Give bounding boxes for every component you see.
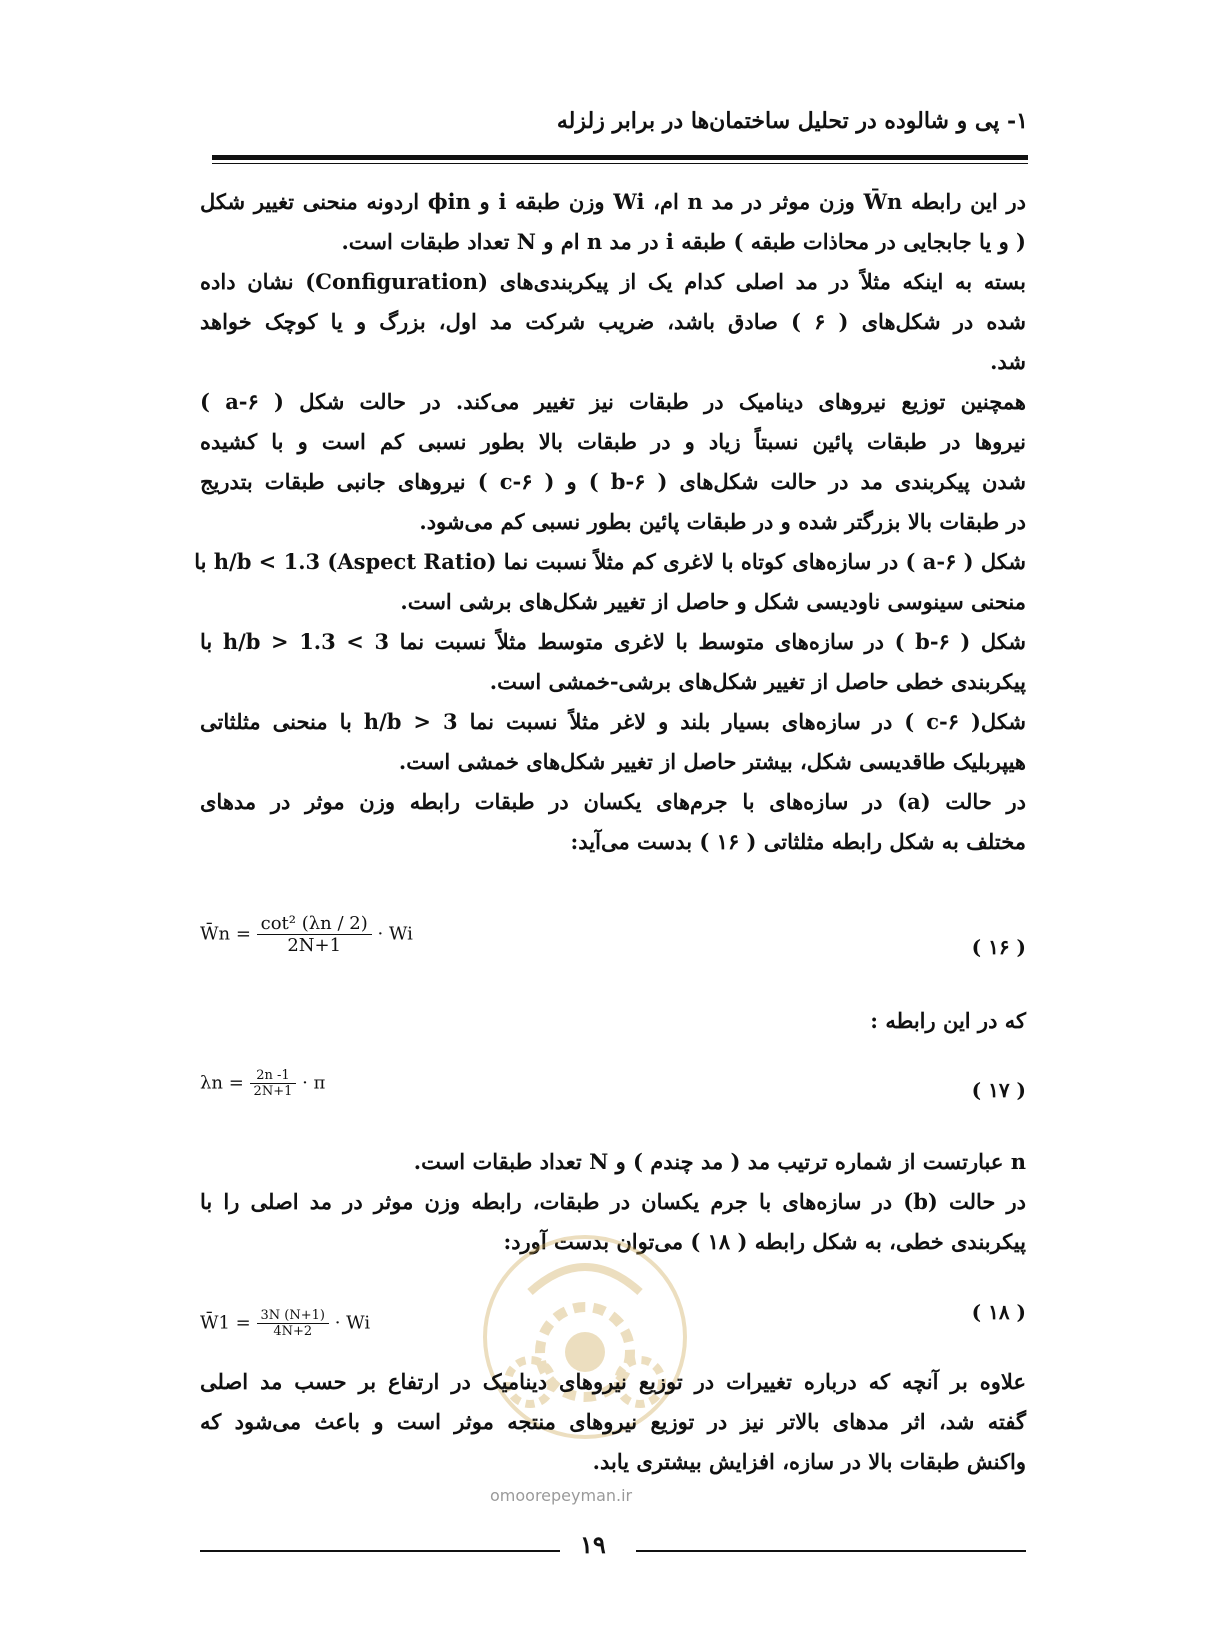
body-line: بسته به اینکه مثلاً در مد اصلی کدام یک از پیکربندی‌های (Configuration) نشان داده bbox=[200, 269, 1026, 294]
header-rule-thin bbox=[212, 163, 1028, 164]
body-line: n عبارتست از شماره ترتیب مد ( مد چندم ) و N تعداد طبقات است. bbox=[413, 1149, 1026, 1174]
footer-rule bbox=[636, 1550, 1026, 1552]
body-line: که در این رابطه : bbox=[870, 1008, 1026, 1033]
equation-18-formula bbox=[200, 1308, 370, 1339]
fraction bbox=[257, 913, 372, 956]
fraction bbox=[257, 1308, 329, 1339]
equation-rhs: · π bbox=[302, 1072, 326, 1094]
equation-17 bbox=[200, 1068, 1026, 1118]
equation-16 bbox=[200, 905, 1026, 985]
equation-lhs: W̄1 = bbox=[200, 1312, 251, 1334]
body-line: مختلف به شکل رابطه مثلثاتی ( ۱۶ ) بدست می‌آید: bbox=[570, 829, 1026, 854]
body-line: شکل ( ۶-b ) در سازه‌های متوسط با لاغری متوسط مثلاً نسبت نما 3 > h/b > 1.3 با bbox=[200, 629, 1026, 654]
watermark-text: omoorepeyman.ir bbox=[490, 1486, 633, 1505]
equation-rhs: · Wi bbox=[334, 1312, 371, 1334]
body-line: شکل ( ۶-a ) در سازه‌های کوتاه با لاغری کم مثلاً نسبت نما (Aspect Ratio) h/b < 1.3 با bbox=[194, 549, 1026, 574]
equation-lhs: λn = bbox=[200, 1072, 244, 1094]
body-line: در حالت (b) در سازه‌های با جرم یکسان در طبقات، رابطه وزن موثر در مد اصلی را با bbox=[200, 1189, 1026, 1214]
body-line: همچنین توزیع نیروهای دینامیک در طبقات نیز تغییر می‌کند. در حالت شکل ( ۶-a ) bbox=[200, 389, 1026, 414]
footer-rule bbox=[200, 1550, 560, 1552]
body-line: شد. bbox=[990, 349, 1026, 374]
fraction-denominator: 4N+2 bbox=[273, 1324, 313, 1339]
body-text-3 bbox=[200, 1362, 1026, 1482]
fraction-denominator: 2N+1 bbox=[253, 1084, 293, 1099]
running-header: ۱- پی و شالوده در تحلیل ساختمان‌ها در برابر زلزله bbox=[556, 108, 1028, 134]
body-line: علاوه بر آنچه که درباره تغییرات در توزیع نیروهای دینامیک در ارتفاع بر حسب مد اصلی bbox=[200, 1369, 1026, 1394]
body-text bbox=[194, 182, 1027, 862]
body-line: گفته شد، اثر مدهای بالاتر نیز در توزیع نیروهای منتجه موثر است و باعث می‌شود که bbox=[200, 1409, 1026, 1434]
body-line: در این رابطه W̄n وزن موثر در مد n ام، Wi وزن طبقه i و ϕin اردونه منحنی تغییر شکل bbox=[200, 189, 1026, 214]
equation-rhs: · Wi bbox=[377, 923, 413, 945]
fraction bbox=[250, 1068, 297, 1099]
fraction-numerator: 3N (N+1) bbox=[257, 1308, 329, 1324]
body-line: در طبقات بالا بزرگتر شده و در طبقات پائین بطور نسبی کم می‌شود. bbox=[419, 509, 1026, 534]
equation-16-formula bbox=[200, 913, 413, 956]
equation-number: ( ۱۸ ) bbox=[971, 1300, 1026, 1324]
body-line: پیکربندی خطی حاصل از تغییر شکل‌های برشی-خمشی است. bbox=[489, 669, 1026, 694]
body-line: ( و یا جابجایی در محاذات طبقه ) طبقه i در مد n ام و N تعداد طبقات است. bbox=[341, 229, 1026, 254]
body-line: شده در شکل‌های ( ۶ ) صادق باشد، ضریب شرکت مد اول، بزرگ و یا کوچک خواهد bbox=[200, 309, 1026, 334]
equation-number: ( ۱۷ ) bbox=[971, 1078, 1026, 1102]
page-number: ۱۹ bbox=[580, 1530, 606, 1559]
body-line: شکل( ۶-c ) در سازه‌های بسیار بلند و لاغر مثلاً نسبت نما 3 < h/b با منحنی مثلثاتی bbox=[200, 709, 1027, 734]
body-line: واکنش طبقات بالا در سازه، افزایش بیشتری یابد. bbox=[592, 1449, 1026, 1474]
equation-lhs: W̄n = bbox=[200, 923, 251, 945]
body-line: پیکربندی خطی، به شکل رابطه ( ۱۸ ) می‌توان بدست آورد: bbox=[503, 1229, 1026, 1254]
equation-17-formula bbox=[200, 1068, 325, 1099]
header-rule bbox=[212, 155, 1028, 160]
equation-number: ( ۱۶ ) bbox=[971, 935, 1026, 959]
body-line: شدن پیکربندی مد در حالت شکل‌های ( ۶-b ) و ( ۶-c ) نیروهای جانبی طبقات بتدریج bbox=[200, 469, 1026, 494]
fraction-numerator: cot² (λn / 2) bbox=[257, 913, 372, 935]
page-footer bbox=[200, 1530, 1026, 1560]
fraction-numerator: 2n -1 bbox=[250, 1068, 297, 1084]
body-line: در حالت (a) در سازه‌های با جرم‌های یکسان در طبقات رابطه وزن موثر در مدهای bbox=[200, 789, 1026, 814]
body-line: هیپربلیک طاقدیسی شکل، بیشتر حاصل از تغییر شکل‌های خمشی است. bbox=[398, 749, 1026, 774]
body-line: منحنی سینوسی ناودیسی شکل و حاصل از تغییر شکل‌های برشی است. bbox=[400, 589, 1026, 614]
fraction-denominator: 2N+1 bbox=[287, 935, 342, 956]
body-line: نیروها در طبقات پائین نسبتاً زیاد و در طبقات بالا بطور نسبی کم است و با کشیده bbox=[200, 429, 1026, 454]
